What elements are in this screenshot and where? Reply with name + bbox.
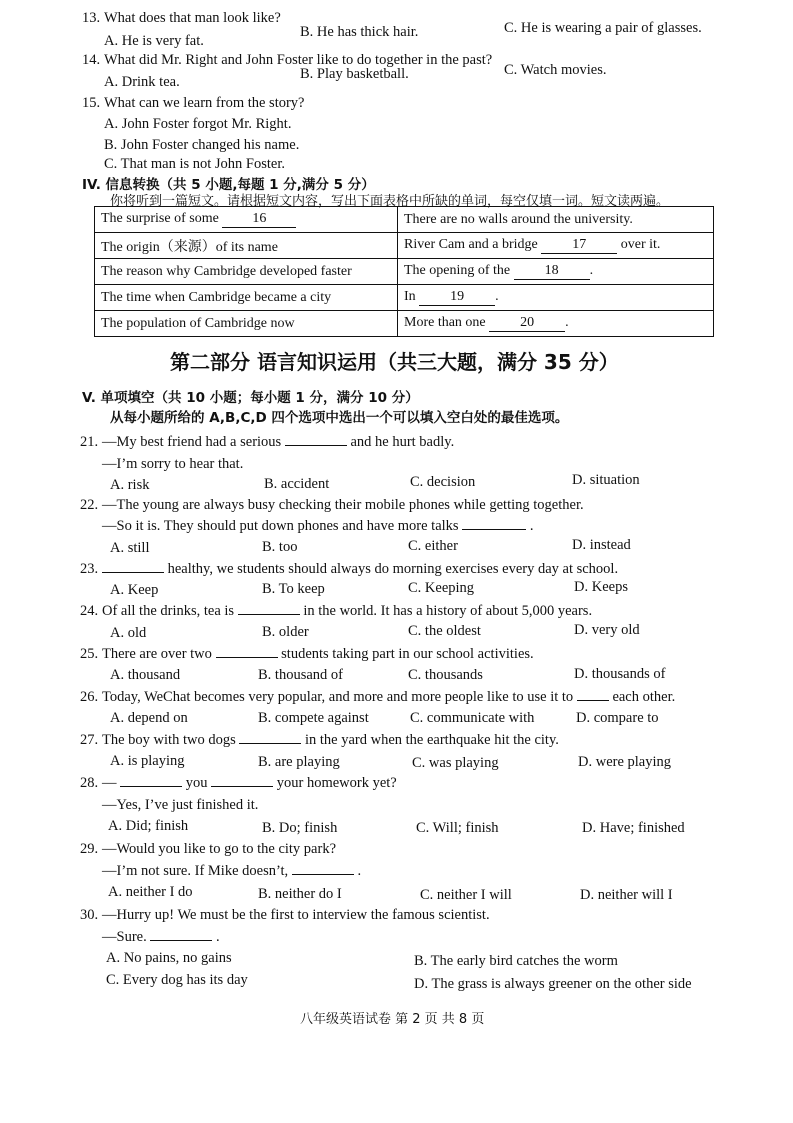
table-cell: The population of Cambridge now [95,311,398,337]
table-cell: The time when Cambridge became a city [95,285,398,311]
section-5-heading: V. 单项填空（共 10 小题；每小题 1 分，满分 10 分） [82,390,419,406]
option-c: C. Will; finish [416,820,499,836]
option-b: B. thousand of [258,667,343,683]
question-text: —Hurry up! We must be the first to interview the famous scientist. [102,907,490,923]
option-a: A. Drink tea. [104,74,180,90]
option-d: D. were playing [578,754,672,770]
option-c: C. He is wearing a pair of glasses. [504,20,702,36]
option-c: C. Watch movies. [504,62,607,78]
answer-blank[interactable] [462,529,526,530]
question-text: There are over two students taking part in our school activities. [102,646,534,662]
page-footer: 八年级英语试卷 第 2 页 共 8 页 [300,1012,485,1027]
question-number: 21. [80,434,99,450]
question-number: 22. [80,497,99,513]
answer-blank[interactable]: 19 [419,289,495,305]
answer-blank[interactable] [211,786,273,787]
question-number: 30. [80,907,99,923]
table-cell: The opening of the 18 . [398,259,714,285]
option-c: C. neither I will [420,887,512,903]
table-cell: River Cam and a bridge 17 over it. [398,233,714,259]
option-b: B. To keep [262,581,325,597]
option-a: A. No pains, no gains [106,950,232,966]
option-a: A. Keep [110,582,159,598]
question-text: What did Mr. Right and John Foster like to do together in the past? [104,52,493,68]
option-b: B. are playing [258,754,340,770]
option-a: A. is playing [110,753,185,769]
option-b: B. John Foster changed his name. [104,137,300,153]
option-b: B. older [262,624,309,640]
option-d: D. situation [572,472,640,488]
option-c: C. either [408,538,458,554]
option-a: A. Did; finish [108,818,189,834]
option-a: A. risk [110,477,150,493]
option-d: D. thousands of [574,666,666,682]
table-cell: The origin（来源）of its name [95,233,398,259]
option-c: C. decision [410,474,476,490]
option-b: B. The early bird catches the worm [414,953,618,969]
question-text: What does that man look like? [104,10,281,26]
option-d: D. Have; finished [582,820,685,836]
question-text: —The young are always busy checking their mobile phones while getting together. [102,497,584,513]
option-b: B. Do; finish [262,820,338,836]
option-d: D. neither will I [580,887,673,903]
option-c: C. Every dog has its day [106,972,248,988]
table-row [95,311,714,337]
answer-blank[interactable] [292,874,354,875]
option-a: A. He is very fat. [104,33,204,49]
option-d: D. very old [574,622,640,638]
option-b: B. compete against [258,710,369,726]
option-b: B. too [262,539,298,555]
option-a: A. depend on [110,710,188,726]
answer-blank[interactable] [239,743,301,744]
table-cell: The surprise of some 16 [95,207,398,233]
question-number: 15. [82,95,101,111]
question-text: Of all the drinks, tea is in the world. It has a history of about 5,000 years. [102,603,593,619]
option-c: C. That man is not John Foster. [104,156,285,172]
question-number: 29. [80,841,99,857]
option-a: A. John Foster forgot Mr. Right. [104,116,292,132]
info-table [94,206,714,337]
question-number: 28. [80,775,99,791]
option-d: D. instead [572,537,631,553]
answer-blank[interactable]: 18 [514,263,590,279]
option-a: A. neither I do [108,884,193,900]
question-text: healthy, we students should always do morning exercises every day at school. [102,561,618,578]
question-number: 27. [80,732,99,748]
question-text: —Would you like to go to the city park? [102,841,337,857]
question-text: —Sure. . [102,929,220,945]
question-number: 23. [80,561,99,577]
option-d: D. Keeps [574,579,628,595]
question-text: What can we learn from the story? [104,95,305,111]
question-number: 13. [82,10,101,26]
answer-blank[interactable] [150,940,212,941]
option-a: A. thousand [110,667,181,683]
question-text: Today, WeChat becomes very popular, and more and more people like to use it to each other. [102,689,676,705]
table-cell: More than one 20 . [398,311,714,337]
answer-blank[interactable] [285,445,347,446]
answer-blank[interactable] [577,700,609,701]
answer-blank[interactable]: 17 [541,237,617,253]
question-number: 14. [82,52,101,68]
section-5-instruction: 从每小题所给的 A,B,C,D 四个选项中选出一个可以填入空白处的最佳选项。 [110,410,569,426]
answer-blank[interactable]: 20 [489,315,565,331]
option-c: C. the oldest [408,623,481,639]
option-a: A. still [110,540,150,556]
table-cell: The reason why Cambridge developed faster [95,259,398,285]
question-number: 24. [80,603,99,619]
option-b: B. Play basketball. [300,66,409,82]
question-text: —So it is. They should put down phones and have more talks . [102,518,534,534]
section-4-instruction: 你将听到一篇短文。请根据短文内容，写出下面表格中所缺的单词，每空仅填一词。短文读两遍。 [110,194,670,209]
option-a: A. old [110,625,147,641]
question-number: 25. [80,646,99,662]
table-row [95,259,714,285]
option-d: D. compare to [576,710,659,726]
part-2-title: 第二部分 语言知识运用（共三大题，满分 35 分） [170,350,619,374]
answer-blank[interactable]: 16 [222,211,296,227]
option-b: B. He has thick hair. [300,24,419,40]
question-text: —I’m sorry to hear that. [102,456,244,472]
option-c: C. was playing [412,755,499,771]
question-text: —Yes, I’ve just finished it. [102,797,259,813]
question-text: — you your homework yet? [102,775,397,791]
table-row [95,233,714,259]
option-d: D. The grass is always greener on the other side [414,976,692,992]
table-row [95,285,714,311]
option-b: B. neither do I [258,886,342,902]
question-number: 26. [80,689,99,705]
table-cell: In 19 . [398,285,714,311]
option-c: C. thousands [408,667,483,683]
section-4-heading: IV. 信息转换（共 5 小题,每题 1 分,满分 5 分） [82,177,375,193]
answer-blank[interactable] [120,786,182,787]
answer-blank[interactable] [216,657,278,658]
answer-blank[interactable] [102,572,164,573]
option-b: B. accident [264,476,330,492]
question-text: —I’m not sure. If Mike doesn’t, . [102,863,362,879]
option-c: C. communicate with [410,710,535,726]
question-text: —My best friend had a serious and he hurt badly. [102,434,455,450]
answer-blank[interactable] [238,614,300,615]
table-row [95,207,714,233]
question-text: The boy with two dogs in the yard when the earthquake hit the city. [102,732,559,748]
table-cell: There are no walls around the university. [398,207,714,233]
option-c: C. Keeping [408,580,475,596]
